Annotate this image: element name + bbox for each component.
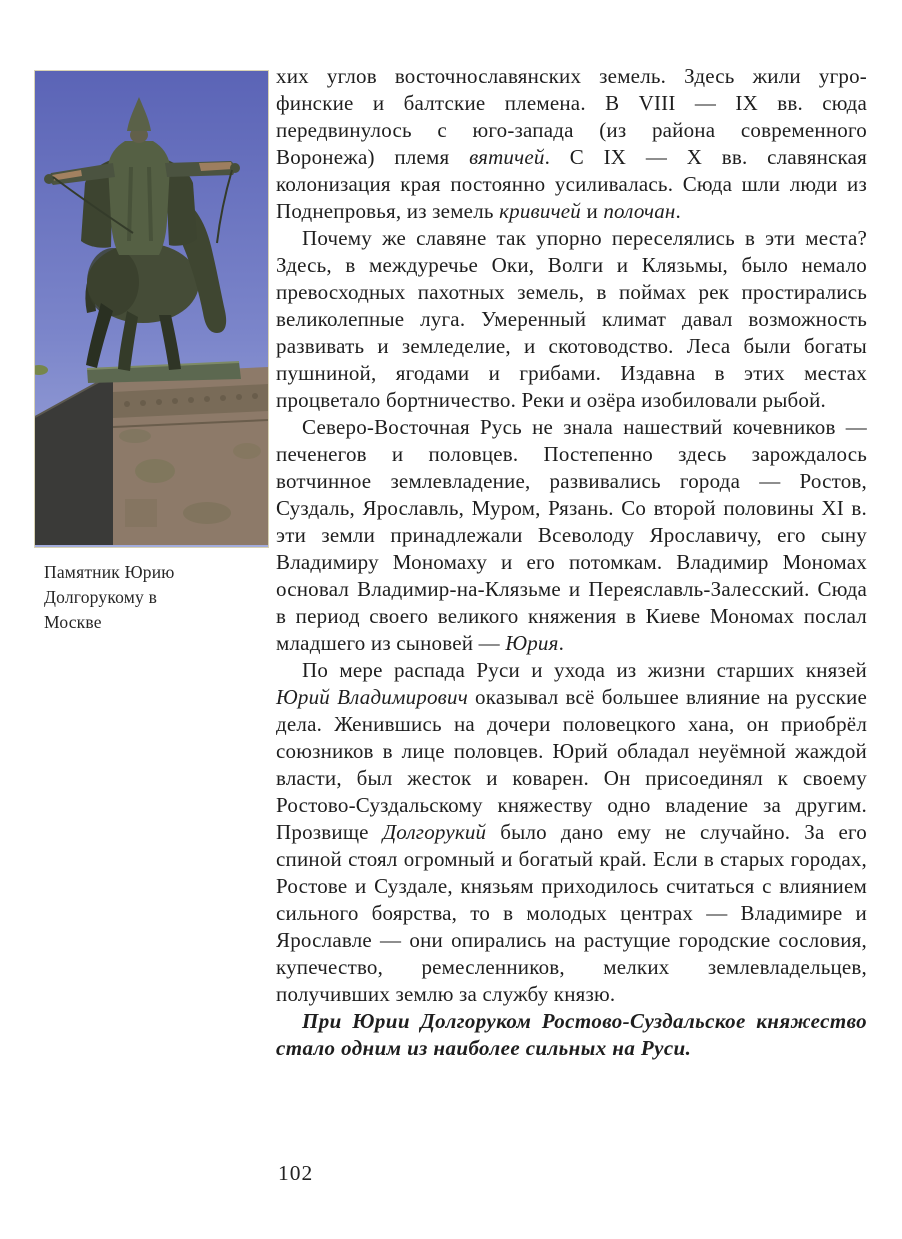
page-number: 102 xyxy=(278,1161,314,1185)
text-run: вятичей xyxy=(469,145,545,169)
paragraph xyxy=(276,657,867,1008)
text-run: Долгорукий xyxy=(382,820,487,844)
monument-photo xyxy=(35,71,268,547)
text-run: Юрий Владимирович xyxy=(276,685,468,709)
paragraph xyxy=(276,225,867,414)
text-run: было дано ему не случайно. За его спиной стоял огромный и богатый край. Если в старых городах, Ростове и Суздале, князьям приходилось считаться с влиянием сильного боярства, то в молодых центрах — Владимире и Ярославле — они опирались на растущие городские сословия, купечество, ремесленников, мелких землевладельцев, получивших землю за службу князю. xyxy=(276,820,867,1006)
paragraph xyxy=(276,1008,867,1062)
text-run: кривичей xyxy=(499,199,582,223)
text-run: . xyxy=(558,631,565,655)
text-run: . xyxy=(675,199,681,223)
caption-line: Москве xyxy=(44,612,102,632)
text-run: оказывал всё большее влияние на русские дела. Женившись на дочери половецкого хана, он приобрёл союзников в лице половцев. Юрий обладал неуёмной жаждой власти, был жесток и коварен. Он присоединял к своему Ростово-Суздальскому княжеству одно владение за другим. Прозвище xyxy=(276,685,867,844)
figure-caption xyxy=(44,560,268,635)
article-text xyxy=(276,63,867,1062)
paragraph xyxy=(276,414,867,657)
paragraph xyxy=(276,63,867,225)
text-run: . С IX — X вв. славянская колонизация края постоянно усиливалась. Сюда шли люди из Поднепровья, из земель xyxy=(276,145,868,223)
caption-line: Памятник Юрию xyxy=(44,562,175,582)
text-run: Юрия xyxy=(505,631,559,655)
caption-line: Долгорукому в xyxy=(44,587,158,607)
text-run: полочан xyxy=(603,199,676,223)
text-run: По мере распада Руси и ухода из жизни старших князей xyxy=(302,658,867,682)
monument-figure xyxy=(35,71,268,635)
text-run: хих углов восточнославянских земель. Здесь жили угро-финские и балтские племена. В VIII — IX вв. сюда передвинулось с юго-запада (из района современного Воронежа) племя xyxy=(276,64,867,169)
text-run: Почему же славяне так упорно переселялись в эти места? Здесь, в междуречье Оки, Волги и Клязьмы, было немало превосходных пахотных земель, в поймах рек простирались великолепные луга. Умеренный климат давал возможность развивать и земледелие, и скотоводство. Леса были богаты пушниной, ягодами и грибами. Издавна в этих местах процветало бортничество. Реки и озёра изобиловали рыбой. xyxy=(276,226,867,412)
text-run: Северо-Восточная Русь не знала нашествий кочевников — печенегов и половцев. Постепенно здесь зарождалось вотчинное землевладение, развивались города — Ростов, Суздаль, Ярославль, Муром, Рязань. Со второй половины XI в. эти земли принадлежали Всеволоду Ярославичу, его сыну Владимиру Мономаху и его потомкам. Владимир Мономах основал Владимир-на-Клязьме и Переяславль-Залесский. Сюда в период своего великого княжения в Киеве Мономах послал младшего из сыновей — xyxy=(276,415,867,655)
text-run: При Юрии Долгоруком Ростово-Суздальское княжество стало одним из наиболее сильных на Руси. xyxy=(276,1009,867,1060)
text-run: и xyxy=(581,199,604,223)
